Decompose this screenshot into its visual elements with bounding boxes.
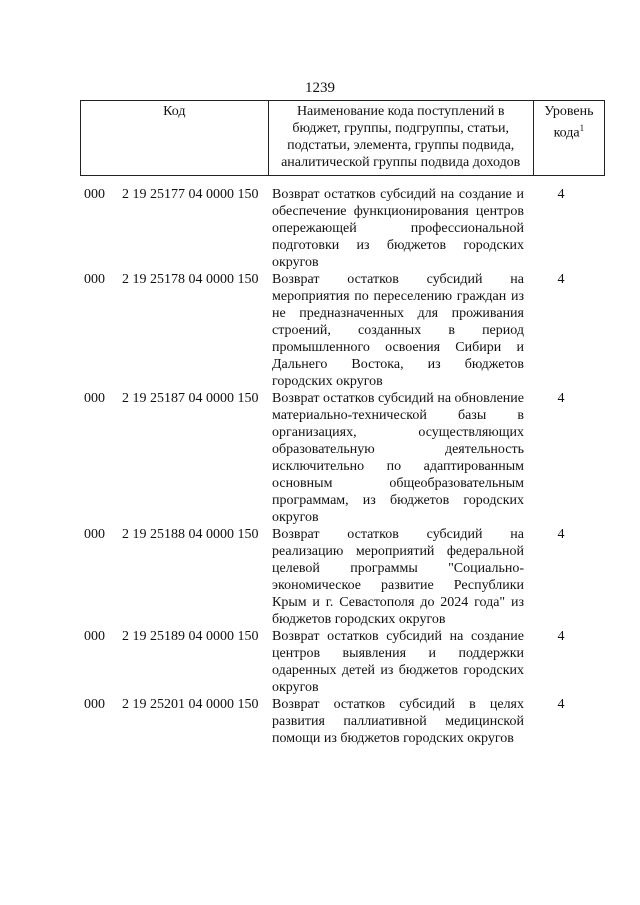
- table-body: [80, 186, 605, 747]
- table-row: [80, 186, 605, 271]
- header-name: Наименование кода поступлений в бюджет, группы, подгруппы, статьи, подстатьи, элемента, группы подвида, аналитической группы подвида доходов: [268, 101, 533, 176]
- row-level: 4: [557, 391, 565, 406]
- table-row: [80, 696, 605, 747]
- row-level: 4: [557, 527, 565, 542]
- row-name: Возврат остатков субсидий на создание и обеспечение функционирования центров опережающей профессиональной подготовки из бюджетов городских округов: [272, 187, 524, 270]
- table-header: [80, 100, 605, 176]
- row-code: 2 19 25188 04 0000 150: [122, 527, 259, 542]
- table-row: [80, 271, 605, 390]
- row-name: Возврат остатков субсидий на реализацию мероприятий федеральной целевой программы "Социально-экономическое развитие Республики Крым и г. Севастополя до 2024 года" из бюджетов городских округов: [272, 527, 524, 627]
- row-code-prefix: 000: [84, 629, 105, 644]
- row-level: 4: [557, 629, 565, 644]
- row-code: 2 19 25201 04 0000 150: [122, 697, 259, 712]
- header-level-footnote: 1: [579, 123, 585, 133]
- row-code: 2 19 25189 04 0000 150: [122, 629, 259, 644]
- table-row: [80, 526, 605, 628]
- row-code: 2 19 25178 04 0000 150: [122, 272, 259, 287]
- row-level: 4: [557, 272, 565, 287]
- header-level-cell: [533, 101, 604, 176]
- page-number: 1239: [305, 80, 335, 96]
- row-name: Возврат остатков субсидий на мероприятия по переселению граждан из не предназначенных для проживания строений, созданных в период промышленного освоения Сибири и Дальнего Востока, из бюджетов городских округов: [272, 272, 524, 389]
- row-level: 4: [557, 187, 565, 202]
- row-code-prefix: 000: [84, 187, 105, 202]
- row-name: Возврат остатков субсидий на обновление материально-технической базы в организациях, осуществляющих образовательную деятельность исключительно по адаптированным основным общеобразовательным программам, из бюджетов городских округов: [272, 391, 524, 525]
- row-code-prefix: 000: [84, 272, 105, 287]
- row-name: Возврат остатков субсидий на создание центров выявления и поддержки одаренных детей из бюджетов городских округов: [272, 629, 524, 695]
- row-name: Возврат остатков субсидий в целях развития паллиативной медицинской помощи из бюджетов городских округов: [272, 697, 524, 746]
- row-code: 2 19 25187 04 0000 150: [122, 391, 259, 406]
- header-level: Уровень кода: [544, 104, 594, 141]
- table-row: [80, 628, 605, 696]
- row-code: 2 19 25177 04 0000 150: [122, 187, 259, 202]
- row-code-prefix: 000: [84, 527, 105, 542]
- row-code-prefix: 000: [84, 697, 105, 712]
- header-code: Код: [81, 101, 269, 176]
- row-level: 4: [557, 697, 565, 712]
- table-header-row: [81, 101, 605, 176]
- table-row: [80, 390, 605, 526]
- row-code-prefix: 000: [84, 391, 105, 406]
